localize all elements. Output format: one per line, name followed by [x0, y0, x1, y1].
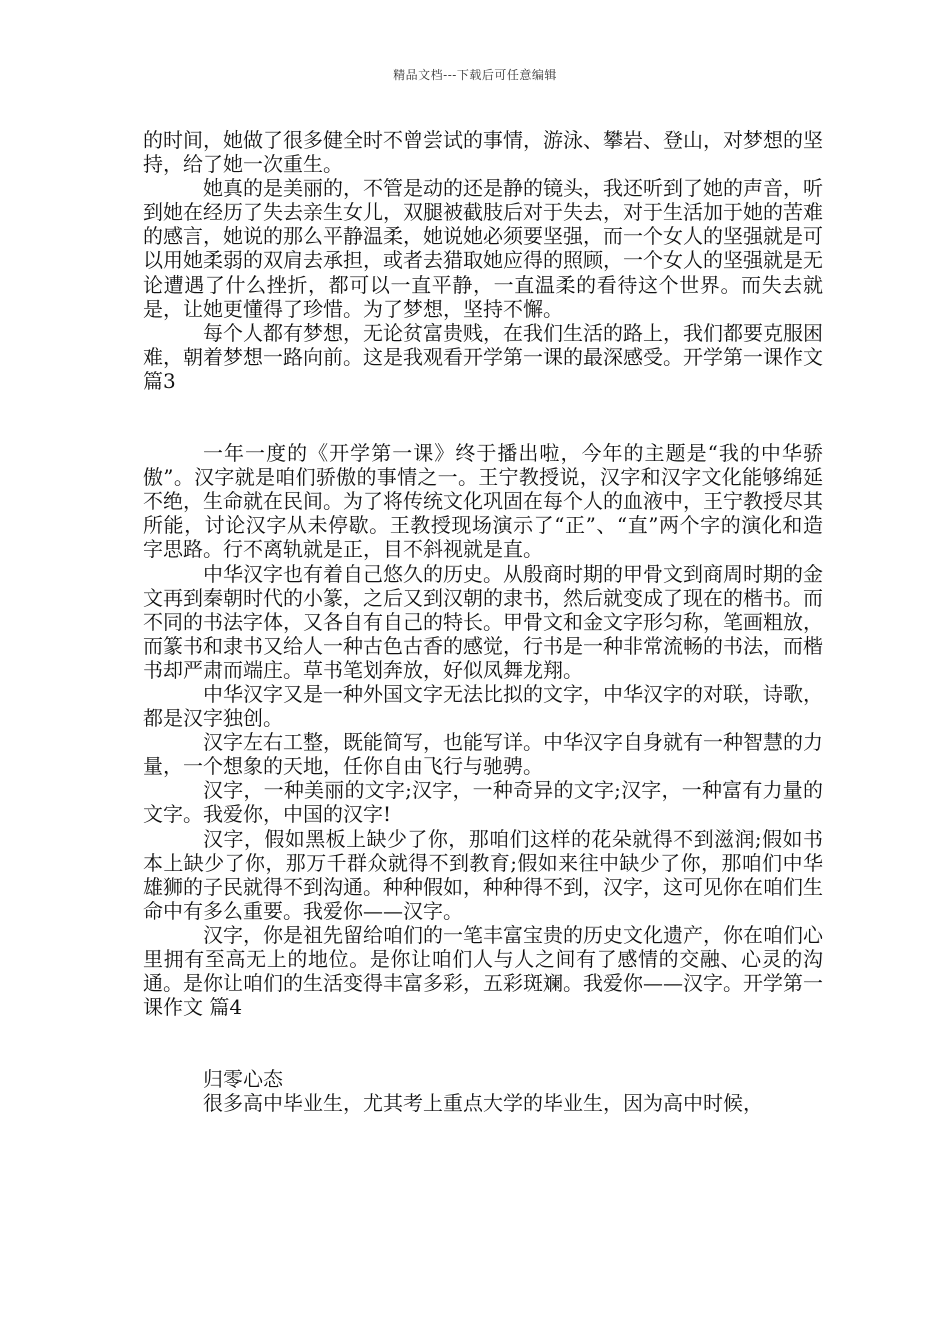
paragraph: 很多高中毕业生，尤其考上重点大学的毕业生，因为高中时候， [203, 1091, 763, 1116]
paragraph: 汉字左右工整，既能简写，也能写详。中华汉字自身就有一种智慧的力量，一个想象的天地，任你自由飞行与驰骋。 [143, 730, 823, 779]
paragraph: 中华汉字又是一种外国文字无法比拟的文字，中华汉字的对联，诗歌，都是汉字独创。 [143, 681, 823, 731]
paragraph: 汉字，一种美丽的文字;汉字，一种奇异的文字;汉字，一种富有力量的文字。我爱你，中国的汉字! [143, 778, 823, 827]
paragraph: 汉字，你是祖先留给咱们的一笔丰富宝贵的历史文化遗产，你在咱们心里拥有至高无上的地位。是你让咱们人与人之间有了感情的交融、心灵的沟通。是你让咱们的生活变得丰富多彩，五彩斑斓。我爱你——汉字。开学第一课作文 篇4 [143, 922, 823, 1020]
paragraph: 每个人都有梦想，无论贫富贵贱，在我们生活的路上，我们都要克服困难，朝着梦想一路向前。这是我观看开学第一课的最深感受。开学第一课作文 篇3 [143, 320, 823, 393]
page-header: 精品文档---下载后可任意编辑 [393, 68, 557, 82]
paragraph: 的时间，她做了很多健全时不曾尝试的事情，游泳、攀岩、登山，对梦想的坚持，给了她一次重生。 [143, 128, 823, 177]
section-heading: 归零心态 [203, 1067, 283, 1092]
paragraph: 一年一度的《开学第一课》终于播出啦，今年的主题是“我的中华骄傲”。汉字就是咱们骄傲的事情之一。王宁教授说，汉字和汉字文化能够绵延不绝，生命就在民间。为了将传统文化巩固在每个人的血液中，王宁教授尽其所能，讨论汉字从未停歇。王教授现场演示了“正”、“直”两个字的演化和造字思路。行不离轨就是正，目不斜视就是直。 [143, 441, 823, 562]
document-body [143, 128, 823, 1115]
paragraph: 汉字，假如黑板上缺少了你，那咱们这样的花朵就得不到滋润;假如书本上缺少了你，那万千群众就得不到教育;假如来往中缺少了你，那咱们中华雄狮的子民就得不到沟通。种种假如，种种得不到，汉字，这可见你在咱们生命中有多么重要。我爱你——汉字。 [143, 826, 823, 923]
spacer [143, 393, 823, 441]
spacer [143, 1019, 823, 1067]
paragraph: 她真的是美丽的，不管是动的还是静的镜头，我还听到了她的声音，听到她在经历了失去亲生女儿，双腿被截肢后对于失去，对于生活加于她的苦难的感言，她说的那么平静温柔，她说她必须要坚强，而一个女人的坚强就是可以用她柔弱的双肩去承担，或者去猎取她应得的照顾，一个女人的坚强就是无论遭遇了什么挫折，都可以一直平静，一直温柔的看待这个世界。而失去就是，让她更懂得了珍惜。为了梦想，坚持不懈。 [143, 176, 823, 321]
paragraph: 中华汉字也有着自己悠久的历史。从殷商时期的甲骨文到商周时期的金文再到秦朝时代的小篆，之后又到汉朝的隶书，然后就变成了现在的楷书。而不同的书法字体，又各自有自己的特长。甲骨文和金文字形匀称，笔画粗放，而篆书和隶书又给人一种古色古香的感觉，行书是一种非常流畅的书法，而楷书却严肃而端庄。草书笔划奔放，好似凤舞龙翔。 [143, 561, 823, 682]
